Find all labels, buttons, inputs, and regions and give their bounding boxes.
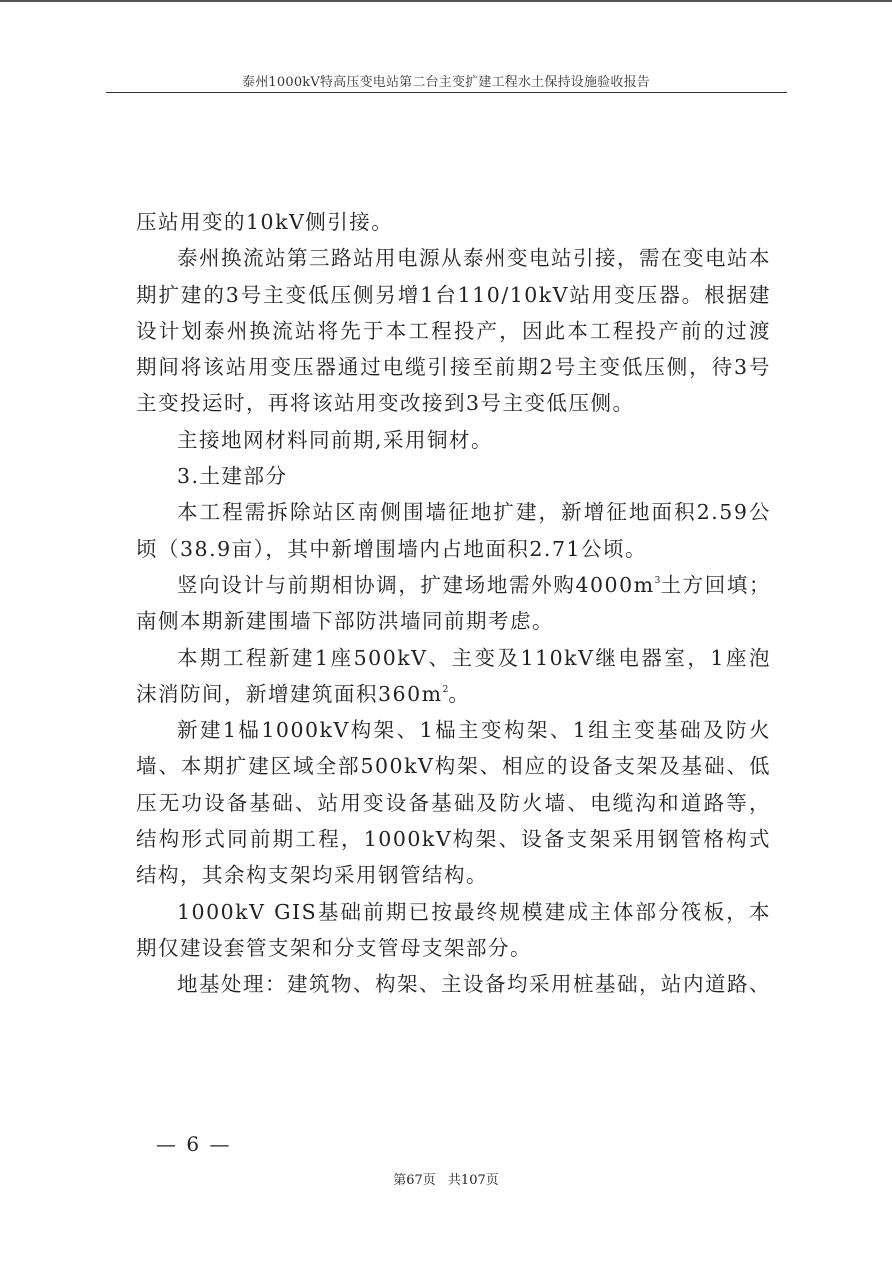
- text-run: 本期工程新建1座500kV、主变及110kV继电器室，1座泡沫消防间，新增建筑面积360m: [136, 645, 771, 706]
- text-run: 竖向设计与前期相协调，扩建场地需外购4000m: [177, 572, 655, 597]
- paragraph-foundation: 地基处理：建筑物、构架、主设备均采用桩基础，站内道路、: [177, 972, 771, 997]
- superscript: 3: [654, 575, 661, 586]
- paragraph-vertical-design: [136, 567, 771, 640]
- page-number: — 6 —: [156, 1132, 232, 1156]
- paragraph-land: 本工程需拆除站区南侧围墙征地扩建，新增征地面积2.59公顷（38.9亩），其中新增围墙内占地面积2.71公顷。: [136, 500, 771, 561]
- text-run: 土方回填；南侧本期新建围墙下部防洪墙同前期考虑。: [136, 572, 772, 634]
- body-text: [136, 204, 771, 1003]
- paragraph-grounding: 主接地网材料同前期,采用铜材。: [177, 427, 494, 452]
- paragraph-station-power: 泰州换流站第三路站用电源从泰州变电站引接，需在变电站本期扩建的3号主变低压侧另增1台110/10kV站用变压器。根据建设计划泰州换流站将先于本工程投产，因此本工程投产前的过渡期间将该站用变压器通过电缆引接至前期2号主变低压侧，待3号主变投运时，再将该站用变改接到3号主变低压侧。: [136, 246, 771, 416]
- running-header: 泰州1000kV特高压变电站第二台主变扩建工程水土保持设施验收报告: [242, 75, 650, 90]
- section-heading-civil: 3.土建部分: [177, 464, 288, 489]
- top-border: [0, 0, 892, 2]
- paragraph-gis: 1000kV GIS基础前期已按最终规模建成主体部分筏板，本期仅建设套管支架和分支管母支架部分。: [136, 899, 771, 960]
- paragraph-continuation: 压站用变的10kV侧引接。: [136, 210, 394, 234]
- header-rule: [106, 92, 787, 93]
- paragraph-buildings: [136, 640, 771, 713]
- footer-page-count: 第67页 共107页: [393, 1173, 499, 1188]
- text-run: 。: [448, 681, 471, 706]
- paragraph-structures: 新建1榀1000kV构架、1榀主变构架、1组主变基础及防火墙、本期扩建区域全部500kV构架、相应的设备支架及基础、低压无功设备基础、站用变设备基础及防火墙、电缆沟和道路等，结构形式同前期工程，1000kV构架、设备支架采用钢管格构式结构，其余构支架均采用钢管结构。: [136, 718, 771, 888]
- superscript: 2: [442, 684, 449, 695]
